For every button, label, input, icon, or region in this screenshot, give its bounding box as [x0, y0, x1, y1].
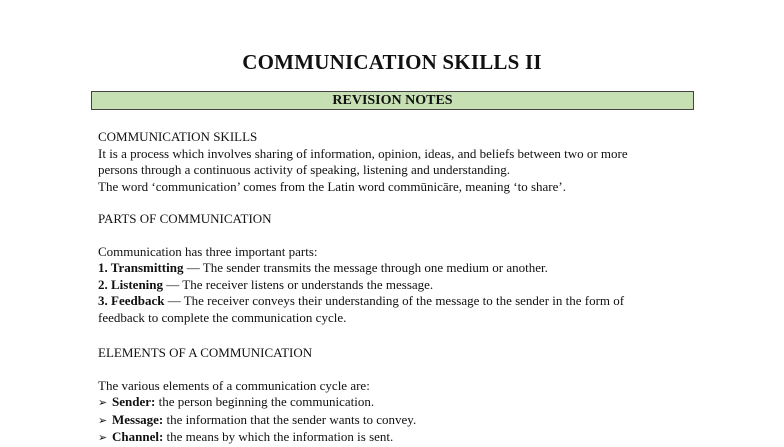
list-item	[98, 260, 690, 277]
bullet-item-text: the person beginning the communication.	[155, 394, 375, 409]
bullet-item	[98, 429, 690, 447]
list-item-text: — The sender transmits the message through one medium or another.	[183, 260, 548, 275]
section-heading: COMMUNICATION SKILLS	[98, 129, 258, 144]
bullet-item-term: Message:	[112, 411, 164, 427]
list-item	[98, 277, 690, 294]
section-communication-skills	[98, 129, 690, 195]
paragraph-line: Communication has three important parts:	[98, 243, 318, 259]
arrow-bullet-icon: ➢	[98, 413, 108, 427]
bullet-item-term: Sender:	[112, 394, 156, 409]
section-parts-of-communication	[98, 211, 690, 326]
list-item-text: — The receiver listens or understands the message.	[163, 276, 434, 292]
list-item-text: — The receiver conveys their understanding of the message to the sender in the form of	[164, 293, 625, 308]
bullet-item	[98, 394, 690, 412]
list-item	[98, 293, 690, 310]
list-item-term: 3. Feedback	[98, 293, 165, 308]
document-title: COMMUNICATION SKILLS II	[242, 50, 542, 74]
arrow-bullet-icon: ➢	[98, 396, 108, 409]
paragraph-line: feedback to complete the communication cycle.	[98, 309, 347, 325]
section-heading: PARTS OF COMMUNICATION	[98, 211, 272, 226]
paragraph-line: The various elements of a communication cycle are:	[98, 377, 370, 393]
paragraph-line: It is a process which involves sharing of information, opinion, ideas, and beliefs between two or more	[98, 145, 628, 161]
bullet-item-text: the means by which the information is sent.	[163, 429, 394, 444]
bullet-item-text: the information that the sender wants to convey.	[163, 411, 417, 427]
paragraph-line: The word ‘communication’ comes from the Latin word commūnicāre, meaning ‘to share’.	[98, 178, 566, 194]
paragraph-line: persons through a continuous activity of speaking, listening and understanding.	[98, 162, 510, 177]
list-item-term: 1. Transmitting	[98, 260, 184, 275]
section-heading: ELEMENTS OF A COMMUNICATION	[98, 345, 313, 360]
list-item-term: 2. Listening	[98, 276, 164, 292]
section-elements-of-communication	[98, 345, 690, 447]
arrow-bullet-icon: ➢	[98, 431, 108, 444]
revision-notes-banner: REVISION NOTES	[91, 91, 694, 110]
bullet-item	[98, 412, 690, 430]
bullet-item-term: Channel:	[112, 429, 164, 444]
